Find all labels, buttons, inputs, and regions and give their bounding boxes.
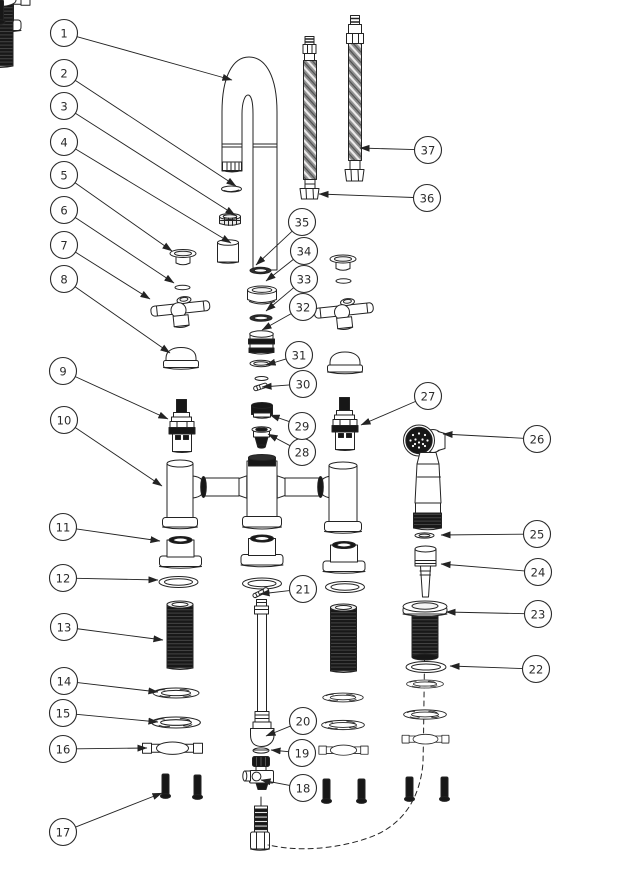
aerator-insert [220, 214, 241, 226]
threaded-adapter-32 [249, 331, 275, 354]
base-washer-center [243, 578, 282, 589]
bonnet-cap-right [328, 352, 363, 374]
callout-number: 29 [294, 419, 310, 434]
aerator-housing [218, 240, 239, 264]
mounting-bracket-left [143, 742, 203, 754]
callout-number: 19 [294, 746, 310, 761]
friction-washer-left-2 [152, 717, 201, 728]
base-ring-34 [248, 286, 277, 304]
callout-number: 30 [295, 377, 311, 392]
callout-number: 36 [419, 191, 435, 206]
callout-number: 21 [295, 582, 311, 597]
callout-number: 28 [294, 445, 310, 460]
callout-number: 20 [295, 714, 311, 729]
callout-number: 14 [56, 674, 72, 689]
friction-washer-right-1 [323, 693, 363, 702]
callout-number: 35 [294, 215, 310, 230]
spout-tip [223, 162, 242, 172]
callout-number: 31 [291, 348, 307, 363]
body-column-right [325, 462, 362, 533]
handle-washer [175, 285, 190, 289]
callout-number: 23 [530, 607, 546, 622]
sprayer-washer-wavy-2 [404, 710, 447, 719]
callout-number: 25 [529, 527, 545, 542]
callout-number: 11 [55, 520, 71, 535]
cap-29 [252, 403, 273, 419]
callout-number: 6 [60, 203, 68, 218]
callout-number: 17 [55, 825, 71, 840]
base-washer-right [326, 582, 365, 593]
base-washer-left [159, 577, 198, 588]
washer-31 [250, 360, 272, 366]
oring-33 [250, 315, 272, 322]
callout-number: 12 [55, 571, 71, 586]
callout-number: 22 [528, 662, 544, 677]
faucet-body [163, 455, 362, 534]
handle-washer-right [336, 279, 351, 283]
callout-number: 32 [295, 300, 311, 315]
callout-number: 34 [296, 244, 312, 259]
sprayer-washer-25 [415, 533, 434, 538]
mounting-bracket-right [319, 745, 368, 755]
callout-number: 2 [60, 66, 68, 81]
bolt-2 [193, 775, 203, 799]
bolt-1 [161, 774, 171, 798]
callout-number: 9 [59, 364, 67, 379]
sprayer-mounting-bracket [402, 734, 449, 744]
callout-number: 18 [295, 781, 311, 796]
bolt-5 [405, 777, 415, 801]
callout-number: 3 [60, 99, 68, 114]
callout-number: 27 [420, 389, 436, 404]
sprayer-oring-22 [406, 662, 446, 673]
disc-19 [253, 748, 269, 753]
oring-35 [250, 267, 271, 273]
bonnet-cap [164, 348, 199, 370]
callout-number: 26 [529, 432, 545, 447]
callout-number: 37 [420, 143, 436, 158]
callout-number: 7 [60, 238, 68, 253]
callout-number: 33 [296, 272, 312, 287]
threaded-shank-left [167, 601, 193, 670]
friction-washer-right-2 [322, 720, 365, 729]
callout-number: 8 [60, 272, 68, 287]
body-column-center [243, 455, 282, 530]
callout-number: 13 [56, 620, 72, 635]
callout-number: 16 [55, 742, 71, 757]
callout-number: 5 [60, 168, 68, 183]
callout-number: 1 [60, 26, 68, 41]
spout-washer [222, 186, 242, 192]
callout-number: 10 [56, 413, 72, 428]
threaded-shank-right [331, 604, 357, 673]
callout-number: 15 [55, 706, 71, 721]
bolt-4 [357, 779, 367, 803]
body-column-left [163, 460, 198, 529]
callout-number: 4 [60, 135, 68, 150]
friction-washer-left-1 [153, 688, 199, 698]
bolt-3 [322, 779, 332, 803]
bolt-6 [440, 777, 450, 801]
sprayer-washer-wavy-1 [407, 680, 444, 688]
callout-number: 24 [530, 565, 546, 580]
